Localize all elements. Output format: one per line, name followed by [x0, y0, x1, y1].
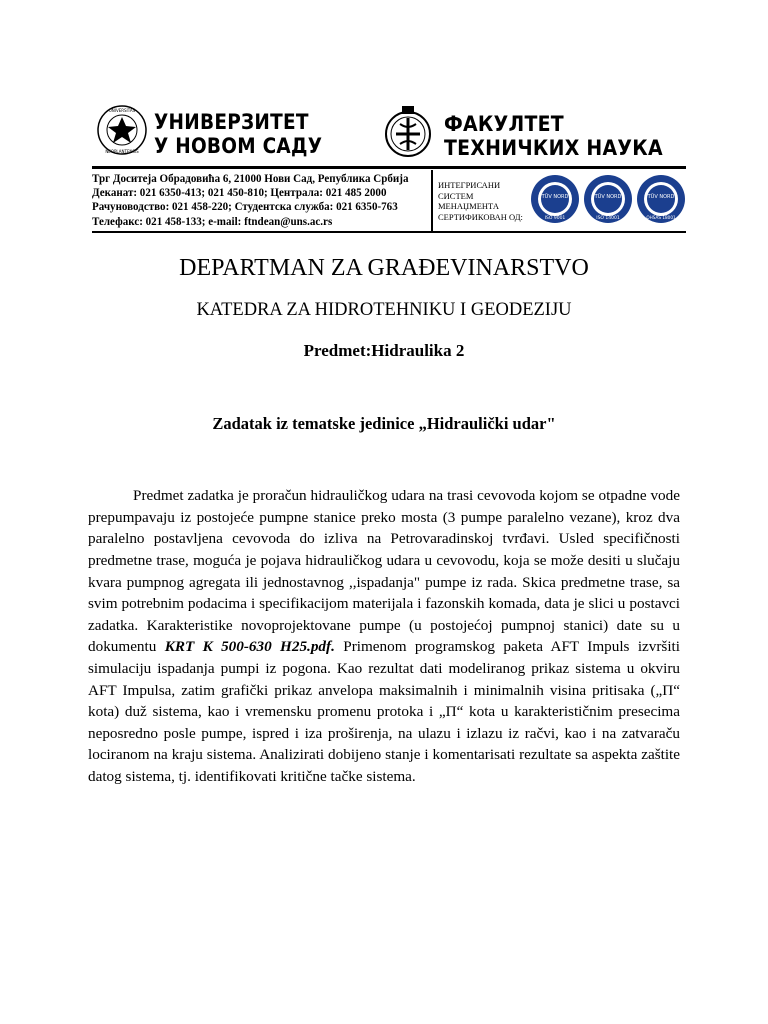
chair-title: KATEDRA ZA HIDROTEHNIKU I GEODEZIJU [196, 300, 572, 320]
contact-accounting: Рачуноводство: 021 458-220; Студентска служба: 021 6350-763 [92, 201, 398, 214]
contact-info [92, 172, 442, 229]
svg-text:UNIVERSITAS: UNIVERSITAS [108, 108, 136, 113]
integrated-management-system-label [438, 180, 530, 222]
header-divider-top [92, 166, 686, 169]
paragraph-text-part1: Predmet zadatka je proračun hidrauličkog udara na trasi cevovoda kojom se otpadne vode prepumpavaju iz postojeće pumpne stanice preko mosta (3 pumpe paralelno vezane), kroz dva paralelno postavljena cevovoda do izliva na Petrovaradinskoj tvrđavi. Usled specifičnosti predmetne trase, moguća je pojava hidrauličkog udara u cevovodu, koja se može desiti u slučaju kvara pumpnog agregata ili jednostavnog ,,ispadanja" pumpe iz rada. Skica predmetne trase, sa svim potrebnim podacima i specifikacijom materijala i fazonskih komada, data je slici u postavci zadatka. Karakteristike novoprojektovane pumpe (u postojećoj pumpnoj stanici) date su u dokumentu [88, 487, 680, 656]
iso-9001-certificate-icon [530, 174, 580, 224]
university-name-line1: УНИВЕРЗИТЕТ [154, 110, 309, 134]
letterhead [92, 100, 686, 166]
svg-text:OHSAS 18001: OHSAS 18001 [646, 215, 676, 220]
faculty-logo-icon [382, 104, 434, 162]
paragraph-text-part2: Primenom programskog paketa AFT Impuls izvršiti simulaciju ispadanja pumpi iz pogona. Kao rezultat dati modeliranog prikaz sistema u okviru AFT Impulsa, zatim grafički prikaz anvelopa maksimalnih i minimalnih visina pritisaka („Π“ kota) duž sistema, kao i vremensku promenu protoka i „Π“ kota u karakterističnim presecima neposredno posle pumpe, ispred i iza proširenja, na ulazu i izlazu iz račvi, kao i na zatvaraču lociranom na kraju sistema. Analizirati dobijeno stanje i komentarisati rezultate sa aspekta zaštite datog sistema, tj. identifikovati kritične tačke sistema. [88, 638, 680, 785]
header-vertical-divider [431, 170, 433, 231]
subject-title: Predmet:Hidraulika 2 [303, 341, 465, 360]
contact-address: Трг Доситеја Обрадовића 6, 21000 Нови Сад, Република Србија [92, 173, 409, 185]
contact-deanery: Деканат: 021 6350-413; 021 450-810; Централа: 021 485 2000 [92, 187, 387, 200]
ohsas-18001-certificate-icon [636, 174, 686, 224]
ims-line-3: МЕНАЏМЕНТА [438, 201, 499, 211]
faculty-name-line1: ФАКУЛТЕТ [444, 112, 564, 136]
faculty-name-line2: ТЕХНИЧКИХ НАУКА [444, 136, 663, 160]
svg-text:ISO 14001: ISO 14001 [596, 216, 620, 221]
university-name [154, 110, 365, 158]
task-title: Zadatak iz tematske jedinice „Hidraulički udar" [212, 414, 556, 433]
svg-text:TÜV NORD: TÜV NORD [647, 194, 675, 200]
svg-text:NEOPLANTENSIS: NEOPLANTENSIS [105, 149, 139, 154]
svg-text:TÜV NORD: TÜV NORD [541, 194, 569, 200]
ims-line-4: СЕРТИФИКОВАН ОД: [438, 211, 523, 222]
university-name-line2: У НОВОМ САДУ [154, 134, 323, 158]
ims-line-1: ИНТЕГРИСАНИ [438, 180, 501, 190]
university-seal-icon [96, 104, 148, 156]
contact-fax-email: Телефакс: 021 458-133; e-mail: ftndean@uns.ac.rs [92, 215, 333, 228]
header-divider-bottom [92, 231, 686, 233]
svg-text:ISO 9001: ISO 9001 [544, 216, 566, 221]
iso-14001-certificate-icon [583, 174, 633, 224]
document-reference: KRT K 500-630 H25.pdf. [164, 638, 335, 656]
ims-line-2: СИСТЕМ [438, 190, 474, 201]
task-description-paragraph [88, 485, 680, 787]
department-title: DEPARTMAN ZA GRAĐEVINARSTVO [179, 255, 589, 281]
faculty-name [444, 112, 669, 160]
svg-text:TÜV NORD: TÜV NORD [594, 194, 622, 200]
